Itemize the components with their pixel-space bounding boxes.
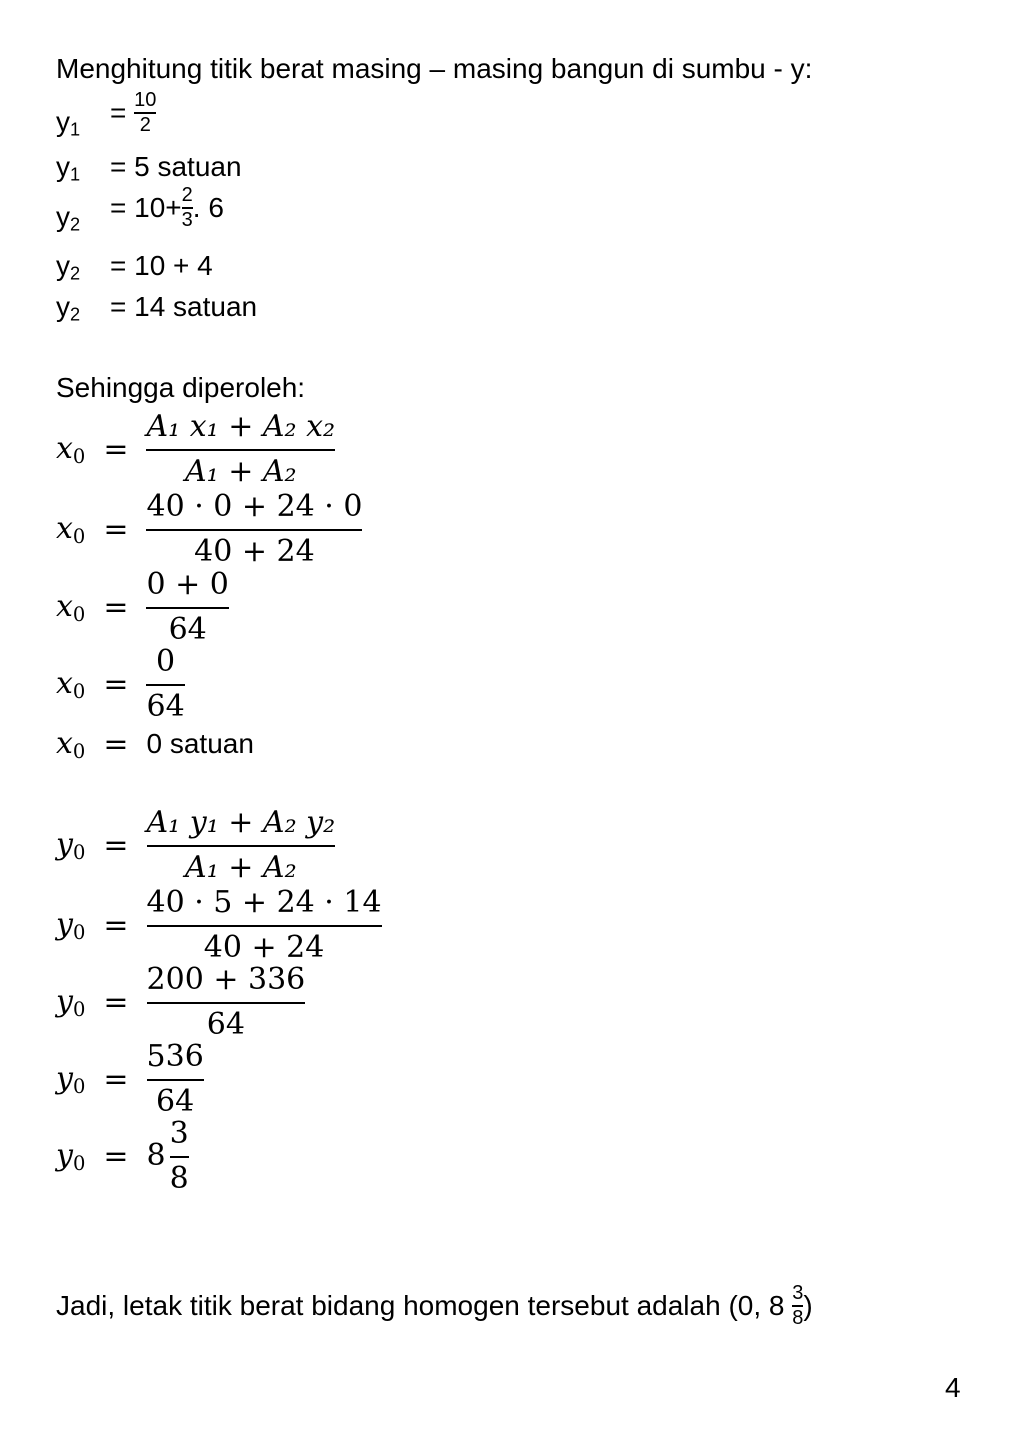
y1-label: $y_1$ xyxy=(56,106,81,140)
y1-result-label: $y_1$ xyxy=(56,151,81,185)
x0-simplified-fraction: $\frac{0}{64}$ xyxy=(146,644,185,724)
y2-expression: = 10+ $\frac{2}{3}$ . 6 xyxy=(110,184,224,231)
y0-formula: $y_0$ = $\frac{\text{A₁ y₁ + A₂ y₂}}{\text{A₁ + A₂}}$ xyxy=(56,805,336,885)
y2-fraction: $\frac{2}{3}$ xyxy=(181,184,193,231)
conclusion-fraction: $\frac{3}{8}$ xyxy=(792,1282,804,1329)
sehingga-heading: Sehingga diperoleh: xyxy=(56,372,306,403)
x0-substitution-fraction: $\frac{40 \cdot 0 + 24 \cdot 0}{40 + 24}$ xyxy=(146,489,363,569)
y1-fraction-expression: = $\frac{10}{2}$ xyxy=(110,89,157,136)
y2-label: $y_2$ xyxy=(56,201,81,235)
y0-formula-fraction: $\frac{\text{A₁ y₁ + A₂ y₂}}{\text{A₁ + A₂}}$ xyxy=(146,805,336,885)
x0-sum: $x_0$ = $\frac{0 + 0}{64}$ xyxy=(56,567,229,647)
y0-sum: $y_0$ = $\frac{536}{64}$ xyxy=(56,1039,204,1119)
y2-result-label: $y_2$ xyxy=(56,291,81,325)
y2-step-label: $y_2$ xyxy=(56,250,81,284)
x0-formula: $x_0$ = $\frac{\text{A₁ x₁ + A₂ x₂}}{\text{A₁ + A₂}}$ xyxy=(56,409,336,489)
y1-fraction: $\frac{10}{2}$ xyxy=(134,89,157,136)
y0-result: $y_0 = 8$ $\frac{3}{8}$ xyxy=(56,1116,189,1196)
y0-substitution: $y_0$ = $\frac{40 \cdot 5 + 24 \cdot 14}{40 + 24}$ xyxy=(56,885,382,965)
y0-sum-fraction: $\frac{536}{64}$ xyxy=(146,1039,204,1119)
x0-simplified: $x_0$ = $\frac{0}{64}$ xyxy=(56,644,185,724)
y2-result: = 14 satuan xyxy=(110,291,258,322)
x0-sum-fraction: $\frac{0 + 0}{64}$ xyxy=(146,567,229,647)
intro-text: Menghitung titik berat masing – masing bangun di sumbu - y: xyxy=(56,53,813,84)
y0-substitution-fraction: $\frac{40 \cdot 5 + 24 \cdot 14}{40 + 24}$ xyxy=(146,885,382,965)
y2-step: = 10 + 4 xyxy=(110,250,213,281)
conclusion: Jadi, letak titik berat bidang homogen tersebut adalah (0, 8 $\frac{3}{8}$ ) xyxy=(56,1282,813,1329)
x0-result: $x_0 = 0$ satuan xyxy=(56,726,254,763)
y0-products: $y_0$ = $\frac{200 + 336}{64}$ xyxy=(56,962,306,1042)
y1-result: = 5 satuan xyxy=(110,151,242,182)
y0-result-fraction: $\frac{3}{8}$ xyxy=(169,1116,189,1196)
page-number: 4 xyxy=(945,1372,961,1403)
x0-formula-fraction: $\frac{\text{A₁ x₁ + A₂ x₂}}{\text{A₁ + A₂}}$ xyxy=(146,409,336,489)
x0-substitution: $x_0$ = $\frac{40 \cdot 0 + 24 \cdot 0}{40 + 24}$ xyxy=(56,489,363,569)
y0-products-fraction: $\frac{200 + 336}{64}$ xyxy=(146,962,306,1042)
